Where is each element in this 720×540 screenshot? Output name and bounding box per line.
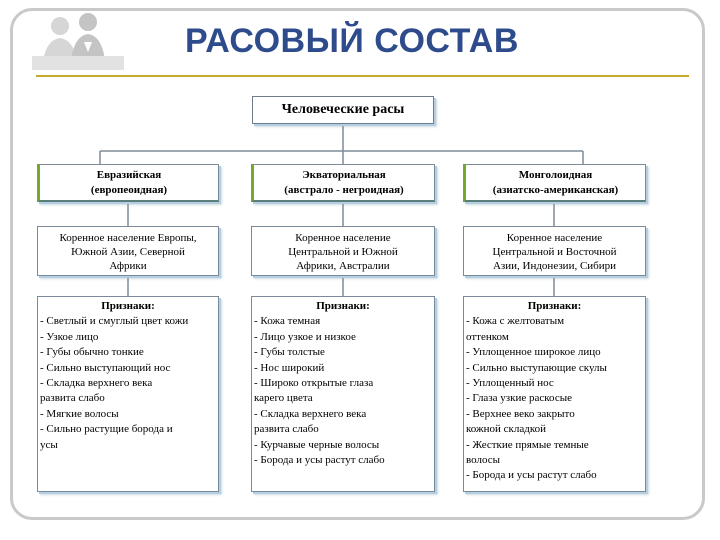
feature-line: - Губы обычно тонкие (40, 346, 144, 359)
feature-line: - Губы толстые (254, 346, 325, 359)
feature-line: - Широко открытые глаза (254, 377, 374, 390)
title-divider (36, 75, 689, 77)
feature-line: - Верхнее веко закрыто (466, 407, 575, 420)
features-header: Признаки: (101, 300, 155, 312)
feature-line: усы (40, 438, 58, 451)
population-line: Центральной и Восточной (492, 246, 617, 258)
feature-line: - Складка верхнего века (40, 377, 153, 390)
population-line: Коренное население (506, 232, 603, 244)
feature-line: - Курчавые черные волосы (254, 438, 380, 451)
feature-line: - Светлый и смуглый цвет кожи (40, 315, 189, 328)
feature-line: - Лицо узкое и низкое (254, 330, 356, 343)
race-alt-name: (австрало - негроидная) (284, 184, 404, 196)
features-header: Признаки: (316, 300, 370, 312)
feature-line: - Кожа с желтоватым (466, 315, 565, 328)
feature-line: - Уплощенный нос (466, 377, 554, 390)
features-node-equatorial (251, 296, 435, 492)
feature-line: - Мягкие волосы (40, 407, 119, 420)
population-line: Центральной и Южной (288, 246, 398, 258)
population-node-equatorial (251, 226, 435, 276)
race-node-equatorial (251, 164, 435, 202)
population-line: Коренное население Европы, (59, 232, 197, 244)
race-alt-name: (азиатско-американская) (492, 184, 619, 196)
feature-line: - Кожа темная (254, 315, 321, 328)
race-name: Экваториальная (302, 169, 386, 181)
population-line: Коренное население (295, 232, 391, 244)
race-name: Монголоидная (518, 169, 593, 181)
race-name: Евразийская (96, 169, 162, 181)
feature-line: - Нос широкий (254, 361, 325, 374)
feature-line: - Уплощенное широкое лицо (466, 346, 601, 359)
feature-line: - Складка верхнего века (254, 407, 367, 420)
slide-title: РАСОВЫЙ СОСТАВ (185, 22, 519, 60)
feature-line: - Сильно выступающие скулы (466, 361, 607, 374)
feature-line: - Сильно выступающий нос (40, 361, 171, 374)
feature-line: развита слабо (40, 392, 105, 405)
population-line: Африки, Австралии (296, 260, 390, 272)
feature-line: волосы (466, 454, 501, 467)
race-node-mongoloid (463, 164, 646, 202)
population-node-mongoloid (463, 226, 646, 276)
features-header: Признаки: (527, 300, 582, 312)
population-node-eurasian (37, 226, 219, 276)
people-logo-icon (28, 12, 128, 74)
population-line: Южной Азии, Северной (71, 246, 185, 258)
feature-line: - Жесткие прямые темные (466, 438, 589, 451)
feature-line: - Узкое лицо (40, 330, 99, 343)
race-alt-name: (европеоидная) (90, 184, 168, 196)
feature-line: оттенком (466, 330, 509, 343)
race-node-eurasian (37, 164, 219, 202)
feature-line: развита слабо (254, 423, 319, 436)
feature-line: - Борода и усы растут слабо (466, 469, 597, 482)
population-line: Африки (109, 260, 147, 272)
features-node-mongoloid (463, 296, 646, 492)
feature-line: - Сильно растущие борода и (40, 423, 173, 436)
features-node-eurasian (37, 296, 219, 492)
feature-line: кожной складкой (466, 423, 547, 436)
root-node: Человеческие расы (252, 96, 434, 124)
population-line: Азии, Индонезии, Сибири (492, 260, 617, 272)
feature-line: - Глаза узкие раскосые (466, 392, 572, 405)
feature-line: карего цвета (254, 392, 313, 405)
feature-line: - Борода и усы растут слабо (254, 454, 385, 467)
